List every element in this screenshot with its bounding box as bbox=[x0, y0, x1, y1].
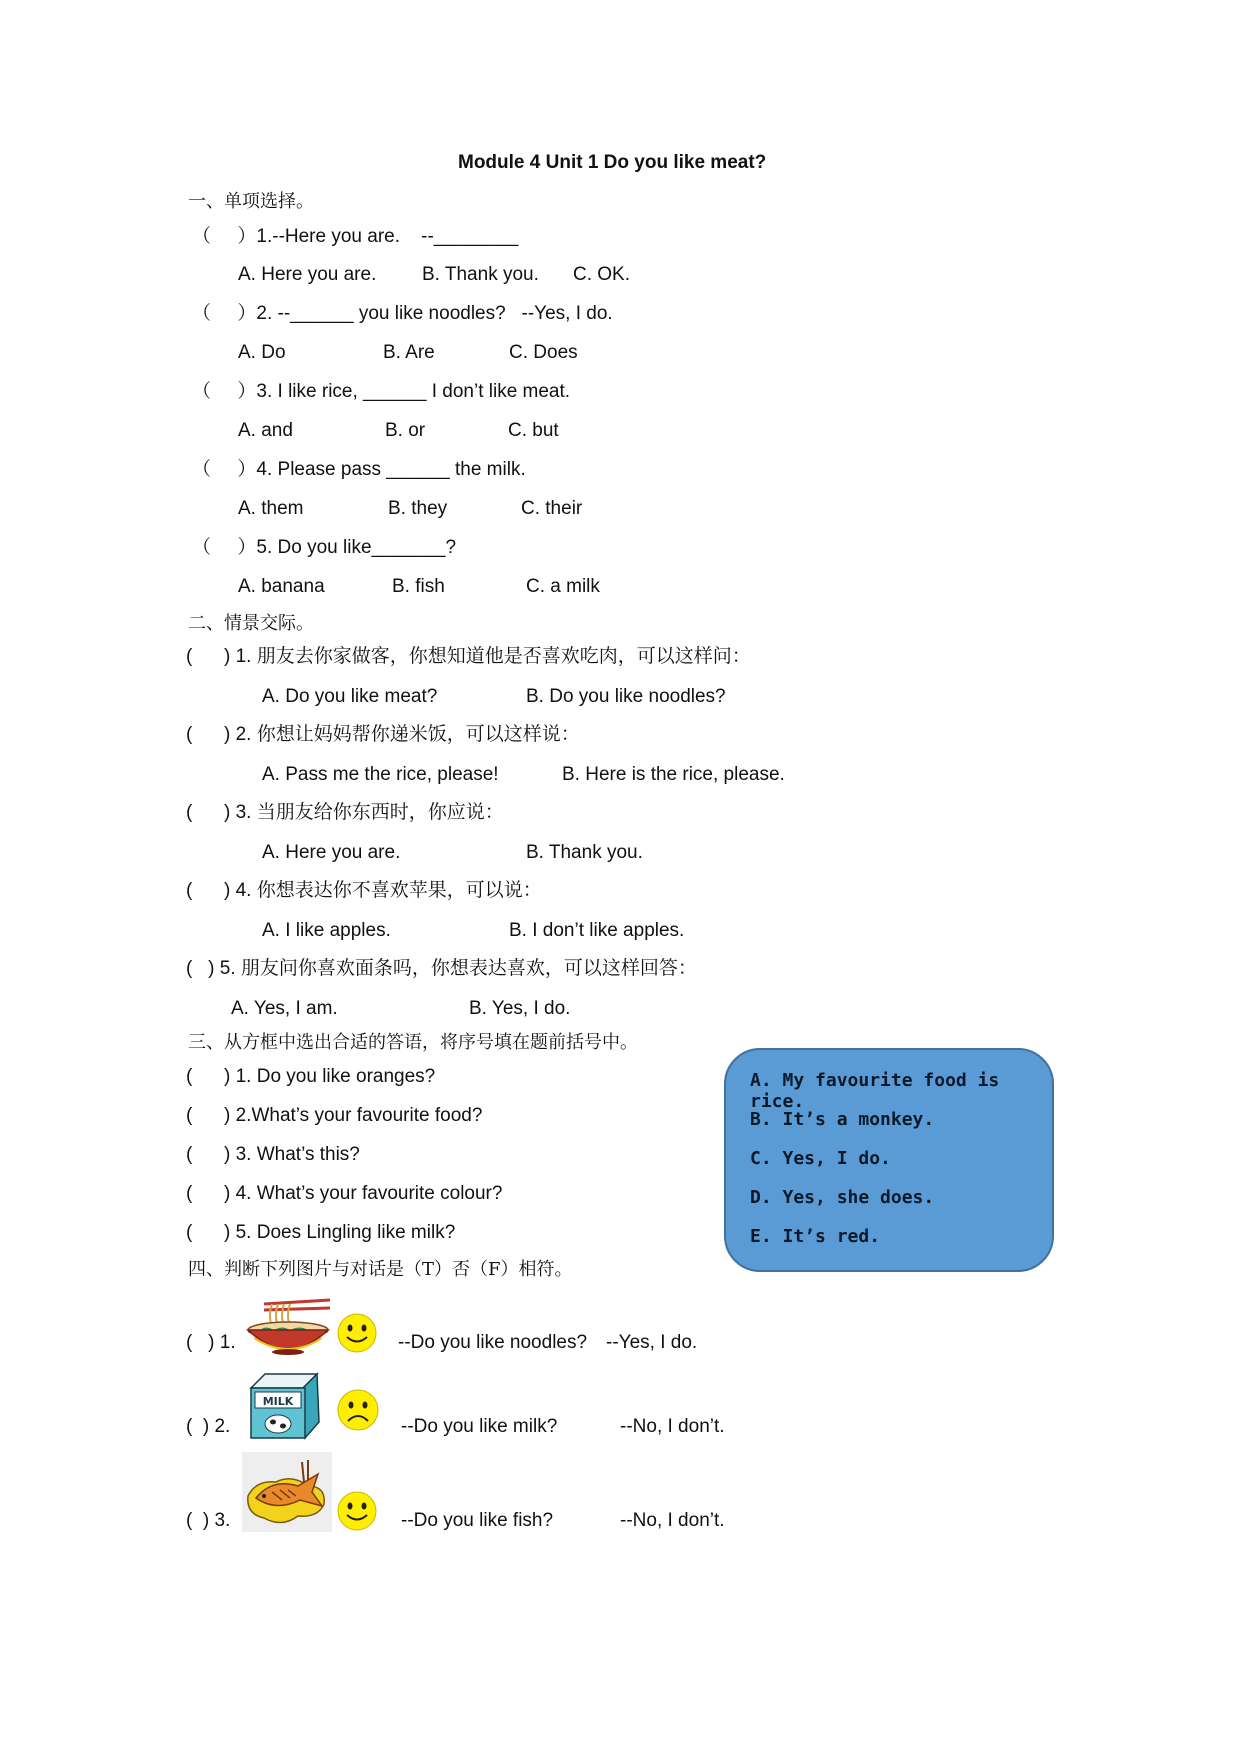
answer-option-a: A. My favourite food is rice. bbox=[750, 1070, 1000, 1112]
s1-q3-option-a: A. and bbox=[238, 420, 293, 441]
s2-q3-stem: ( ) 3. 当朋友给你东西时，你应说： bbox=[186, 802, 504, 823]
s2-q1-stem: ( ) 1. 朋友去你家做客，你想知道他是否喜欢吃肉，可以这样问： bbox=[186, 646, 751, 667]
s3-q3: ( ) 3. What’s this? bbox=[186, 1144, 360, 1165]
section-2-heading: 二、情景交际。 bbox=[188, 613, 314, 634]
milk-carton-icon bbox=[245, 1370, 325, 1442]
s4-q1-number: ( ) 1. bbox=[186, 1332, 236, 1353]
s1-q1-stem: （ ）1.--Here you are. --________ bbox=[192, 226, 519, 247]
s4-q3-smiley-face-icon bbox=[336, 1490, 378, 1532]
s1-q3-stem: （ ）3. I like rice, ______ I don’t like meat. bbox=[192, 381, 571, 402]
fried-fish-icon bbox=[242, 1452, 332, 1532]
answer-option-e: E. It’s red. bbox=[750, 1226, 881, 1247]
s3-q1: ( ) 1. Do you like oranges? bbox=[186, 1066, 436, 1087]
section-1-heading: 一、单项选择。 bbox=[188, 191, 314, 212]
section-4-heading: 四、判断下列图片与对话是（T）否（F）相符。 bbox=[188, 1259, 573, 1280]
answer-option-d: D. Yes, she does. bbox=[750, 1187, 935, 1208]
s2-q2-option-b: B. Here is the rice, please. bbox=[562, 764, 785, 785]
s2-q1-option-a: A. Do you like meat? bbox=[262, 686, 438, 707]
noodles-bowl-icon bbox=[244, 1296, 332, 1356]
section-3-heading: 三、从方框中选出合适的答语，将序号填在题前括号中。 bbox=[188, 1032, 638, 1053]
s2-q4-option-b: B. I don’t like apples. bbox=[509, 920, 685, 941]
s4-q2-number: ( ) 2. bbox=[186, 1416, 231, 1437]
s1-q3-option-c: C. but bbox=[508, 420, 559, 441]
s1-q2-stem: （ ）2. --______ you like noodles? --Yes, I do. bbox=[192, 303, 613, 324]
s1-q1-option-a: A. Here you are. bbox=[238, 264, 377, 285]
answer-option-c: C. Yes, I do. bbox=[750, 1148, 891, 1169]
s3-q2: ( ) 2.What’s your favourite food? bbox=[186, 1105, 483, 1126]
s1-q4-option-a: A. them bbox=[238, 498, 304, 519]
s1-q5-stem: （ ）5. Do you like_______? bbox=[192, 537, 457, 558]
s4-q2-answer: --No, I don’t. bbox=[620, 1416, 725, 1437]
answer-options-box bbox=[724, 1048, 1054, 1272]
s2-q2-option-a: A. Pass me the rice, please! bbox=[262, 764, 499, 785]
s4-q2-sad-face-icon bbox=[336, 1388, 380, 1432]
s2-q1-option-b: B. Do you like noodles? bbox=[526, 686, 726, 707]
milk-carton-label: MILK bbox=[262, 1395, 294, 1408]
s2-q5-option-b: B. Yes, I do. bbox=[469, 998, 571, 1019]
answer-option-b: B. It’s a monkey. bbox=[750, 1109, 935, 1130]
s2-q4-option-a: A. I like apples. bbox=[262, 920, 391, 941]
s2-q4-stem: ( ) 4. 你想表达你不喜欢苹果，可以说： bbox=[186, 880, 542, 901]
s4-q3-number: ( ) 3. bbox=[186, 1510, 231, 1531]
s1-q2-option-c: C. Does bbox=[509, 342, 578, 363]
s4-q1-question: --Do you like noodles? bbox=[398, 1332, 588, 1353]
s4-q3-question: --Do you like fish? bbox=[401, 1510, 554, 1531]
s4-q1-smiley-face-icon bbox=[336, 1312, 378, 1354]
page-title: Module 4 Unit 1 Do you like meat? bbox=[458, 152, 767, 173]
s2-q3-option-b: B. Thank you. bbox=[526, 842, 643, 863]
s2-q3-option-a: A. Here you are. bbox=[262, 842, 401, 863]
s1-q1-option-c: C. OK. bbox=[573, 264, 631, 285]
s1-q2-option-a: A. Do bbox=[238, 342, 286, 363]
s3-q5: ( ) 5. Does Lingling like milk? bbox=[186, 1222, 456, 1243]
s4-q1-answer: --Yes, I do. bbox=[606, 1332, 698, 1353]
s1-q5-option-c: C. a milk bbox=[526, 576, 600, 597]
s1-q2-option-b: B. Are bbox=[383, 342, 435, 363]
s1-q3-option-b: B. or bbox=[385, 420, 426, 441]
s1-q4-option-b: B. they bbox=[388, 498, 448, 519]
s1-q5-option-b: B. fish bbox=[392, 576, 445, 597]
s4-q2-question: --Do you like milk? bbox=[401, 1416, 558, 1437]
s1-q1-option-b: B. Thank you. bbox=[422, 264, 539, 285]
s1-q5-option-a: A. banana bbox=[238, 576, 325, 597]
s3-q4: ( ) 4. What’s your favourite colour? bbox=[186, 1183, 503, 1204]
s2-q5-stem: ( ) 5. 朋友问你喜欢面条吗，你想表达喜欢，可以这样回答： bbox=[186, 958, 697, 979]
s2-q2-stem: ( ) 2. 你想让妈妈帮你递米饭，可以这样说： bbox=[186, 724, 580, 745]
s2-q5-option-a: A. Yes, I am. bbox=[231, 998, 338, 1019]
s4-q3-answer: --No, I don’t. bbox=[620, 1510, 725, 1531]
s1-q4-option-c: C. their bbox=[521, 498, 583, 519]
s1-q4-stem: （ ）4. Please pass ______ the milk. bbox=[192, 459, 526, 480]
